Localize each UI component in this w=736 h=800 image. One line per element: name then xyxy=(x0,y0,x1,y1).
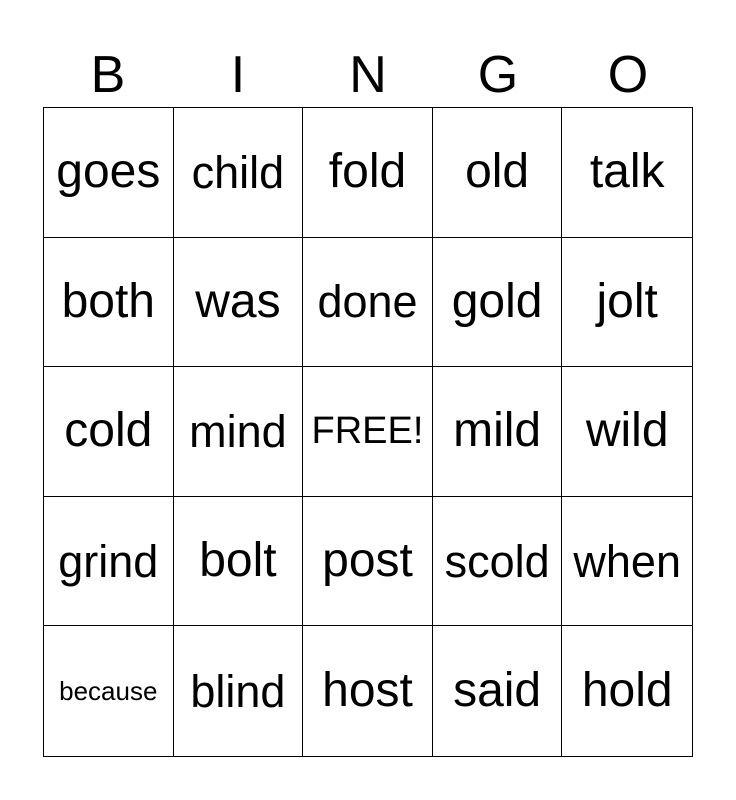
bingo-cell-r1-c1[interactable]: goes xyxy=(44,108,174,238)
bingo-cell-r1-c2[interactable]: child xyxy=(174,108,304,238)
bingo-cell-r4-c4[interactable]: scold xyxy=(433,497,563,627)
header-letter-b: B xyxy=(90,46,126,104)
bingo-cell-r4-c1[interactable]: grind xyxy=(44,497,174,627)
bingo-cell-r2-c3[interactable]: done xyxy=(303,238,433,368)
bingo-cell-r5-c3[interactable]: host xyxy=(303,626,433,756)
bingo-cell-r5-c4[interactable]: said xyxy=(433,626,563,756)
bingo-cell-r5-c5[interactable]: hold xyxy=(581,664,673,718)
bingo-cell-r1-c3[interactable]: fold xyxy=(303,108,433,238)
bingo-cell-r3-c5[interactable]: wild xyxy=(562,367,692,497)
bingo-cell-r2-c4[interactable]: gold xyxy=(433,238,563,368)
bingo-cell-r3-c1[interactable]: cold xyxy=(44,367,174,497)
header-letter-i: I xyxy=(230,46,246,104)
bingo-cell-r5-c1[interactable]: because xyxy=(44,626,174,756)
bingo-cell-free-space[interactable]: FREE! xyxy=(303,367,433,497)
bingo-board xyxy=(43,107,693,757)
bingo-cell-r2-c1[interactable]: both xyxy=(44,238,174,368)
bingo-cell-r3-c4[interactable]: mild xyxy=(433,367,563,497)
bingo-cell-r4-c2[interactable]: bolt xyxy=(174,497,304,627)
bingo-cell-r1-c4[interactable]: old xyxy=(433,108,563,238)
header-letter-n: N xyxy=(349,46,387,104)
header-letter-o: O xyxy=(607,46,649,104)
bingo-cell-r1-c5[interactable]: talk xyxy=(562,108,692,238)
bingo-cell-r2-c2[interactable]: was xyxy=(174,238,304,368)
bingo-cell-r2-c5[interactable]: jolt xyxy=(562,238,692,368)
header-letter-g: G xyxy=(477,46,519,104)
bingo-cell-r4-c3[interactable]: post xyxy=(303,497,433,627)
bingo-cell-r5-c2[interactable]: blind xyxy=(174,626,304,756)
bingo-cell-r4-c5[interactable]: when xyxy=(562,497,692,627)
bingo-cell-r3-c2[interactable]: mind xyxy=(174,367,304,497)
bingo-header xyxy=(43,42,693,108)
